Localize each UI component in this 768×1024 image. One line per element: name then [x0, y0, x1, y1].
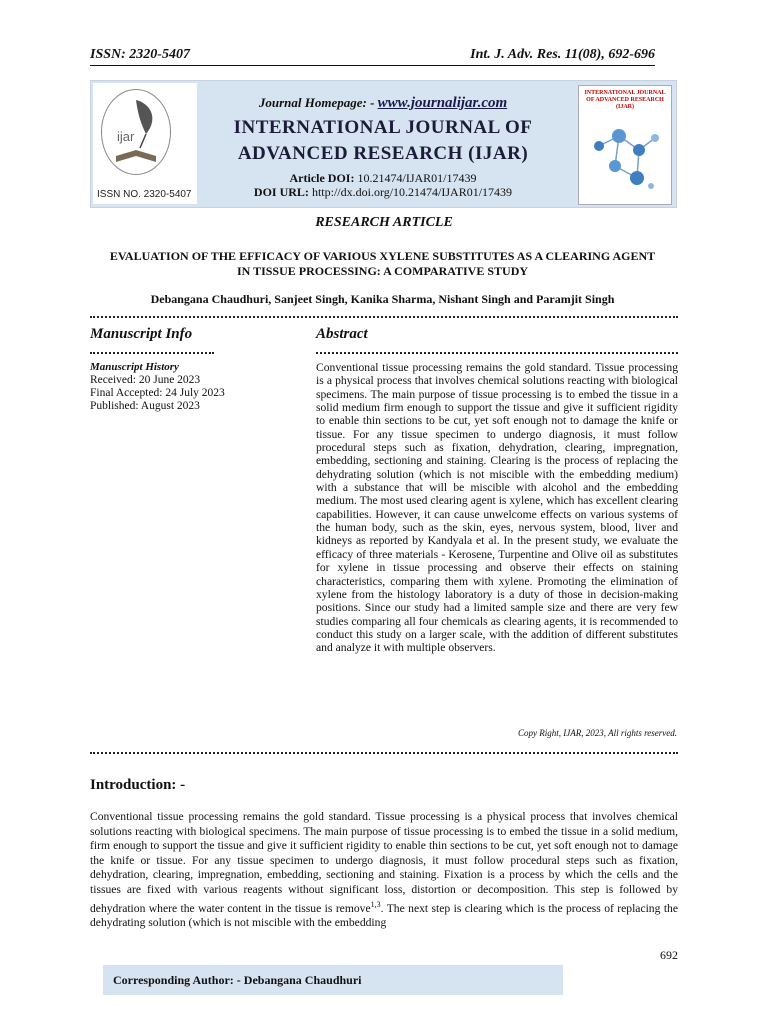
quill-book-icon — [102, 90, 170, 174]
journal-name-line1: INTERNATIONAL JOURNAL OF — [233, 117, 533, 138]
journal-cover-image — [578, 85, 672, 205]
article-type: RESEARCH ARTICLE — [315, 215, 453, 230]
manuscript-divider — [90, 348, 214, 354]
manuscript-info-heading: Manuscript Info — [90, 326, 193, 342]
running-header — [90, 47, 655, 66]
introduction-text — [90, 810, 678, 931]
homepage-label: Journal Homepage: - — [258, 95, 378, 110]
journal-banner — [90, 80, 677, 208]
journal-name-line2: ADVANCED RESEARCH (IJAR) — [237, 143, 529, 164]
article-title — [90, 249, 675, 279]
logo-text: ijar — [117, 129, 135, 144]
issn-text: ISSN: 2320-5407 — [90, 47, 190, 62]
logo-issn: ISSN NO. 2320-5407 — [97, 189, 192, 200]
author-list: Debangana Chaudhuri, Sanjeet Singh, Kanika Sharma, Nishant Singh and Paramjit Singh — [150, 292, 615, 306]
logo-emblem — [101, 89, 171, 175]
molecule-icon — [579, 86, 671, 204]
intro-text-part2: . The next step is clearing which is the process of replacing the dehydrating solution (which is not miscible with the embedding — [90, 901, 678, 930]
manuscript-history-label: Manuscript History — [90, 361, 179, 373]
citation-superscript: 1,3 — [370, 899, 381, 909]
journal-logo — [93, 83, 197, 204]
doi-url-label: DOI URL: — [253, 185, 309, 199]
corresponding-author: Corresponding Author: - Debangana Chaudhuri — [103, 965, 563, 995]
doi-value: 10.21474/IJAR01/17439 — [357, 171, 477, 185]
doi-url-link[interactable]: http://dx.doi.org/10.21474/IJAR01/17439 — [311, 185, 513, 199]
copyright-notice: Copy Right, IJAR, 2023, All rights reserved. — [518, 728, 677, 738]
accepted-date: Final Accepted: 24 July 2023 — [90, 387, 225, 399]
abstract-divider — [316, 348, 678, 354]
doi-url — [203, 185, 563, 200]
intro-text-part1: Conventional tissue processing remains the gold standard. Tissue processing is a physical process that involves chemical solutions reacting with biological specimens. The main purpose of tissue processing is to embed the tissue in a solid medium, firm enough to support the tissue and give it sufficient rigidity to enable thin sections to be cut, yet soft enough not to damage the knife or tissue. For any tissue specimen to undergo diagnosis, it must follow procedural steps such as fixation, dehydration, clearing, impregnation, embedding, sectioning and staining. Fixation is a process by which the cells and the tissues are fixed with various reagents without significant loss, distortion or decomposition. This step is followed by dehydration where the water content in the tissue is remove — [90, 810, 678, 915]
introduction-heading: Introduction: - — [90, 777, 186, 793]
article-doi — [203, 171, 563, 186]
doi-label: Article DOI: — [289, 171, 355, 185]
page-number: 692 — [660, 948, 678, 962]
abstract-heading: Abstract — [316, 326, 368, 342]
dotted-divider — [90, 312, 678, 318]
banner-center — [203, 87, 563, 203]
citation-text: Int. J. Adv. Res. 11(08), 692-696 — [470, 47, 655, 62]
dotted-divider — [90, 748, 678, 754]
received-date: Received: 20 June 2023 — [90, 374, 201, 386]
journal-homepage — [203, 95, 563, 112]
homepage-link[interactable]: www.journalijar.com — [377, 95, 508, 111]
title-line-2: IN TISSUE PROCESSING: A COMPARATIVE STUDY — [236, 264, 529, 278]
cover-title: INTERNATIONAL JOURNAL OF ADVANCED RESEARCH (IJAR) — [584, 90, 666, 110]
published-date: Published: August 2023 — [90, 400, 200, 412]
abstract-text: Conventional tissue processing remains the gold standard. Tissue processing is a physical process that involves chemical solutions reacting with biological specimens. The main purpose of tissue processing is to embed the tissue in a solid medium firm enough to support the tissue and give it sufficient rigidity to enable thin sections to be cut, yet soft enough not to damage the knife or tissue. For any tissue specimen to undergo diagnosis, it must follow procedural steps such as fixation, dehydration, clearing, impregnation, embedding, sectioning and staining. Clearing is the process of replacing the dehydrating solution (which is not miscible with the embedding medium) with a substance that will be miscible with alcohol and the embedding medium. The most used clearing agent is xylene, which has excellent clearing capabilities. However, it can cause unwelcome effects on various systems of the human body, such as the skin, eyes, nervous system, blood, liver and kidneys as reported by Kandyala et al. In the present study, we evaluate the efficacy of three materials - Kerosene, Turpentine and Olive oil as substitutes for xylene in tissue processing and observe their effects on staining characteristics, comparing them with xylene. Promoting the elimination of xylene from the histology laboratory is a duty of those in decision-making positions. Since our study had a limited sample size and there are very few studies comparing all four chemicals as clearing agents, it is recommended to conduct this study on a larger scale, with the addition of different substitutes and analyze it with multiple observers. — [316, 361, 678, 655]
title-line-1: EVALUATION OF THE EFFICACY OF VARIOUS XYLENE SUBSTITUTES AS A CLEARING AGENT — [109, 249, 656, 263]
manuscript-history — [90, 374, 225, 413]
